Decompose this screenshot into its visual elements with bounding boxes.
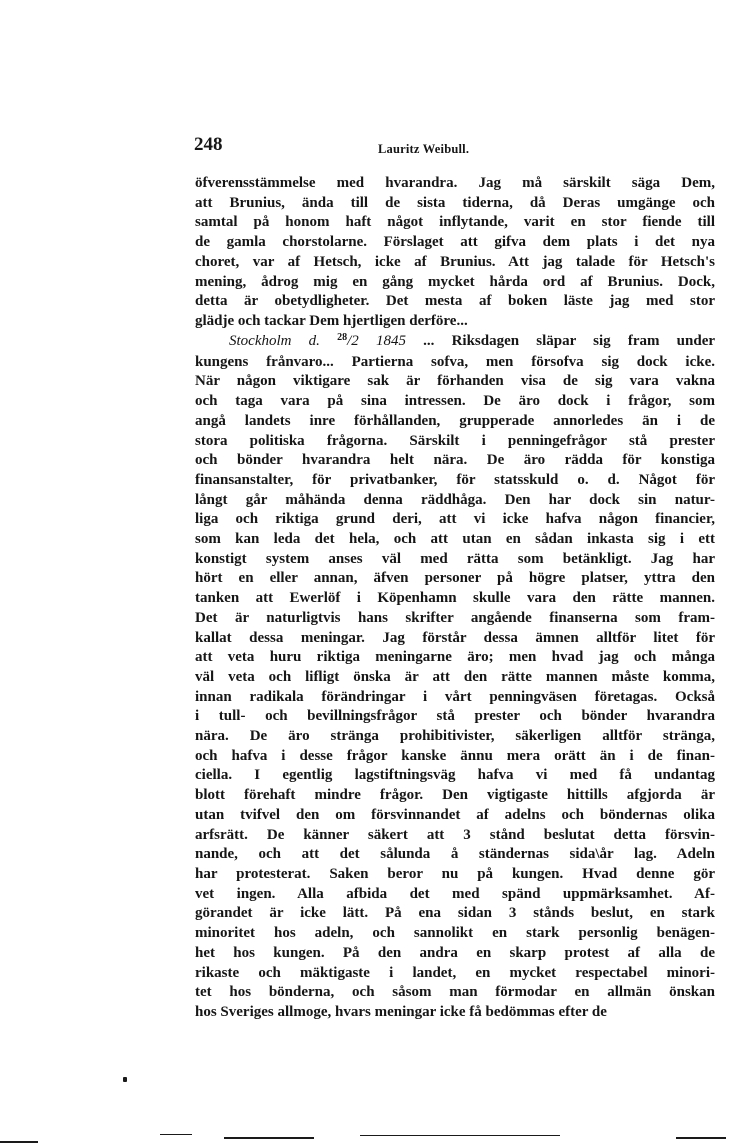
text-line: kungens frånvaro... Partierna sofva, men försofva sig dock icke. [195, 353, 715, 370]
stray-ink-mark [123, 1077, 127, 1082]
text-line: kallat dessa meningar. Jag förstår dessa ämnen alltför litet för [195, 629, 715, 646]
text-line: blott förehaft mindre frågor. Den vigtigaste hittills afgjorda är [195, 787, 715, 804]
paragraph-2-first-line [195, 332, 715, 353]
text-line: hos Sveriges allmoge, hvars meningar icke få bedömmas efter de [195, 1003, 607, 1020]
text-line: finansanstalter, för privatbanker, för statsskuld o. d. Något för [195, 471, 715, 488]
text-line: långt går måhända denna räddhåga. Den har dock sin natur- [195, 491, 715, 508]
page-number: 248 [194, 134, 223, 155]
text-line: minoritet hos adeln, och sannolikt en stark personlig benägen- [195, 925, 715, 942]
text-line: hört en eller annan, äfven personer på högre platser, yttra den [195, 570, 715, 587]
text-line: konstigt system anses väl med rätta som betänkligt. Jag har [195, 550, 715, 567]
text-line: nära. De äro stränga prohibitivister, säkerligen alltför stränga, [195, 728, 715, 745]
text-line: i tull- och bevillningsfrågor stå prester och bönder hvarandra [195, 708, 715, 725]
paragraph-2 [195, 332, 715, 1023]
text-line: tanken att Ewerlöf i Köpenhamn skulle vara den rätte mannen. [195, 590, 715, 607]
text-line: att Brunius, ända till de sista tiderna, då Deras umgänge och [195, 194, 715, 211]
text-line: nande, och att det sålunda å ständernas sida\år lag. Adeln [195, 846, 715, 863]
text-line: tet hos bönderna, och såsom man förmodar en allmän önskan [195, 984, 715, 1001]
running-head: Lauritz Weibull. [378, 142, 470, 156]
paragraph-1 [195, 174, 715, 332]
text-line: När någon viktigare sak är förhanden visa de sig vara vakna [195, 373, 715, 390]
text-line: och hafva i desse frågor kanske ännu mera orätt än i de finan- [195, 747, 715, 764]
text-line: glädje och tackar Dem hjertligen derföre... [195, 312, 468, 329]
text-line: väl veta och lifligt önska är att den rätte mannen måste komma, [195, 668, 715, 685]
text-line: görandet är icke lätt. På ena sidan 3 stånds beslut, en stark [195, 905, 715, 922]
dateline-month-year: /2 1845 [347, 333, 406, 349]
text-line: stora politiska frågorna. Särskilt i penningefrågor stå prester [195, 432, 715, 449]
bottom-rule-4 [676, 1137, 726, 1139]
bottom-rule-1 [160, 1134, 192, 1135]
text-line: att veta huru riktiga meningarne äro; men hvad jag och många [195, 649, 715, 666]
text-line: choret, var af Hetsch, icke af Brunius. Att jag talade för Hetsch's [195, 253, 715, 270]
text-line: de gamla chorstolarne. Förslaget att gifva dem plats i det nya [195, 234, 715, 251]
text-line: har protesterat. Saken beror nu på kungen. Hvad denne gör [195, 865, 715, 882]
text-line: het hos kungen. På den andra en skarp protest af alla de [195, 944, 715, 961]
first-line-rest: ... Riksdagen släpar sig fram under [423, 333, 716, 349]
text-line: rikaste och mäktigaste i landet, en mycket respectabel minori- [195, 964, 715, 981]
text-line: utan tvifvel den om försvinnandet af adelns och böndernas olika [195, 806, 715, 823]
text-line: vet ingen. Alla afbida det med spänd uppmärksamhet. Af- [195, 885, 715, 902]
text-line: och taga vara på sina intressen. De äro dock i frågor, som [195, 393, 715, 410]
text-line: och bönder hvarandra helt nära. De äro rädda för konstiga [195, 452, 715, 469]
dateline-place: Stockholm d. [229, 333, 320, 349]
text-line: mening, ådrog mig en gång mycket hårda ord af Brunius. Dock, [195, 273, 715, 290]
dateline-day: 28 [337, 332, 348, 343]
text-line: angå landets inre förhållanden, grupperade annorledes än i de [195, 412, 715, 429]
text-line: öfverensstämmelse med hvarandra. Jag må särskilt säga Dem, [195, 175, 715, 191]
text-line: som kan leda det hela, och att utan en sådan inkasta sig i ett [195, 531, 715, 548]
bottom-rule-3 [360, 1135, 560, 1136]
bottom-rule-left [0, 1141, 38, 1143]
text-line: samtal på honom haft något inflytande, varit en stor fiende till [195, 214, 715, 231]
text-line: ciella. I egentlig lagstiftningsväg hafva vi med få undantag [195, 767, 715, 784]
text-line: liga och riktiga grund deri, att vi icke hafva någon financier, [195, 511, 715, 528]
text-line: detta är obetydligheter. Det mesta af boken läste jag med stor [195, 293, 715, 310]
text-line: arfsrätt. De känner säkert att 3 stånd beslutat detta försvin- [195, 826, 715, 843]
bottom-rule-2 [224, 1137, 314, 1139]
text-line: Det är naturligtvis hans skrifter angående finanserna som fram- [195, 609, 715, 626]
text-line: innan radikala förändringar i vårt penningväsen företagas. Också [195, 688, 715, 705]
